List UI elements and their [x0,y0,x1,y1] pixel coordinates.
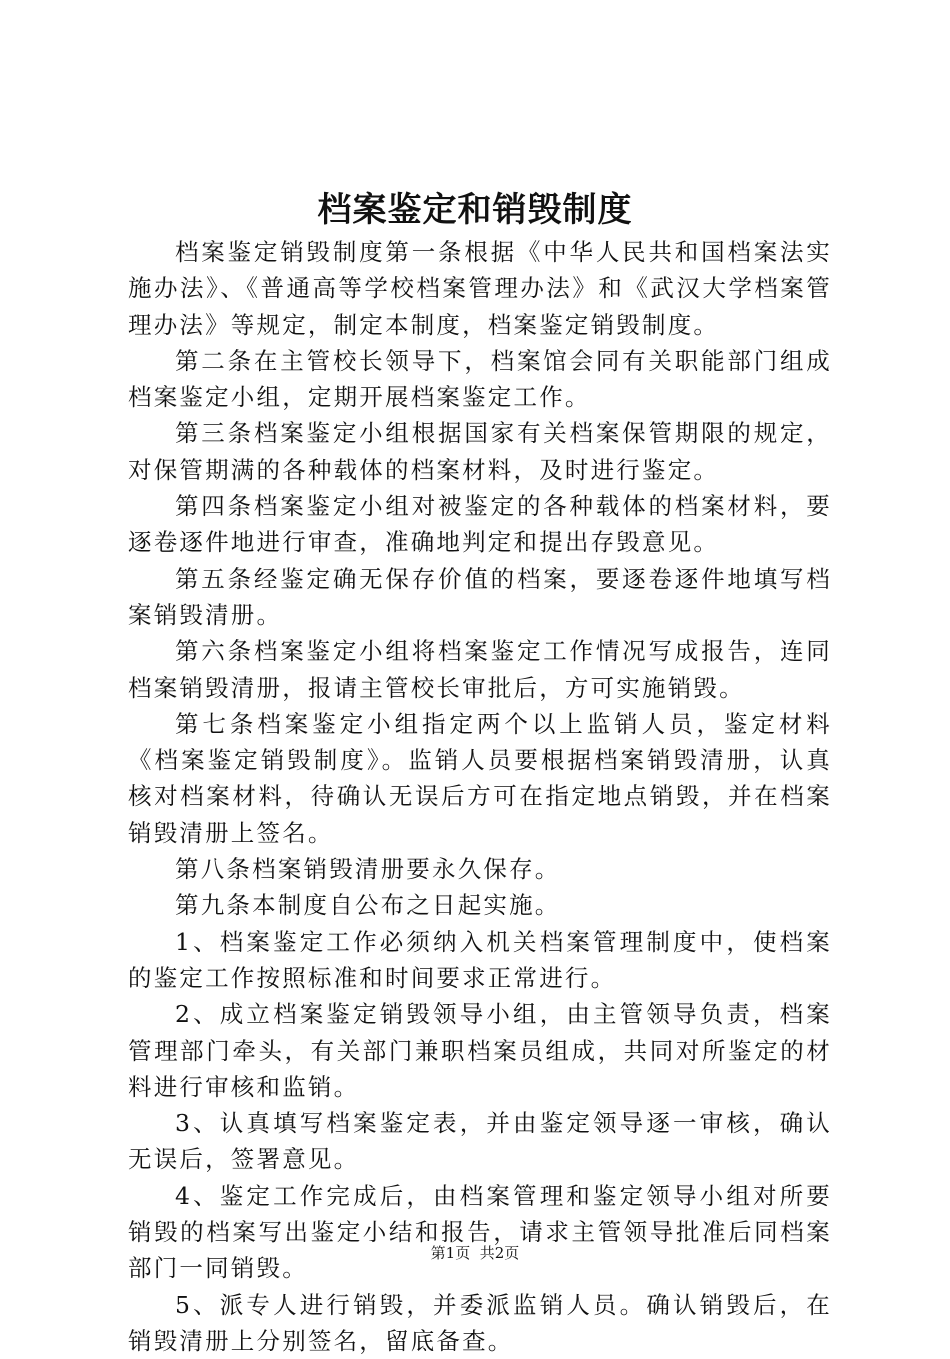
paragraph-10: 1、档案鉴定工作必须纳入机关档案管理制度中，使档案的鉴定工作按照标准和时间要求正常进行。 [128,927,832,992]
paragraph-13: 4、鉴定工作完成后，由档案管理和鉴定领导小组对所要销毁的档案写出鉴定小结和报告，请求主管领导批准后同档案部门一同销毁。 [128,1181,832,1283]
paragraph-8: 第八条档案销毁清册要永久保存。 [175,855,561,884]
document-body [128,234,832,1359]
paragraph-1: 档案鉴定销毁制度第一条根据《中华人民共和国档案法实施办法》、《普通高等学校档案管理办法》和《武汉大学档案管理办法》等规定，制定本制度，档案鉴定销毁制度。 [128,238,832,339]
paragraph-9: 第九条本制度自公布之日起实施。 [175,891,561,920]
paragraph-14: 5、派专人进行销毁，并委派监销人员。确认销毁后，在销毁清册上分别签名，留底备查。 [128,1290,832,1355]
paragraph-7: 第七条档案鉴定小组指定两个以上监销人员，鉴定材料《档案鉴定销毁制度》。监销人员要根据档案销毁清册，认真核对档案材料，待确认无误后方可在指定地点销毁，并在档案销毁清册上签名。 [128,709,832,847]
paragraph-3: 第三条档案鉴定小组根据国家有关档案保管期限的规定，对保管期满的各种载体的档案材料，及时进行鉴定。 [128,419,832,484]
paragraph-6: 第六条档案鉴定小组将档案鉴定工作情况写成报告，连同档案销毁清册，报请主管校长审批后，方可实施销毁。 [128,637,832,702]
page-footer [0,1243,950,1263]
paragraph-12: 3、认真填写档案鉴定表，并由鉴定领导逐一审核，确认无误后，签署意见。 [128,1109,832,1174]
page-number: 第1页 [430,1244,471,1262]
page-total: 共2页 [479,1244,520,1262]
paragraph-5: 第五条经鉴定确无保存价值的档案，要逐卷逐件地填写档案销毁清册。 [128,564,832,629]
document-title: 档案鉴定和销毁制度 [317,190,633,230]
paragraph-2: 第二条在主管校长领导下，档案馆会同有关职能部门组成档案鉴定小组，定期开展档案鉴定工作。 [128,346,832,412]
paragraph-11: 2、成立档案鉴定销毁领导小组，由主管领导负责，档案管理部门牵头，有关部门兼职档案员组成，共同对所鉴定的材料进行审核和监销。 [128,1000,832,1101]
paragraph-4: 第四条档案鉴定小组对被鉴定的各种载体的档案材料，要逐卷逐件地进行审查，准确地判定和提出存毁意见。 [128,492,832,557]
